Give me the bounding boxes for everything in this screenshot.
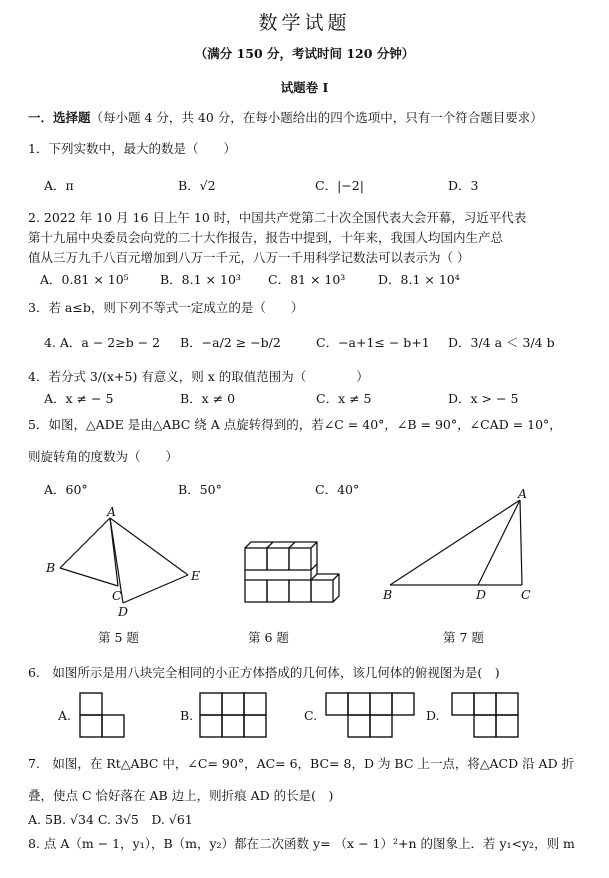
q3-option-d: D．3/4 a ＜ 3/4 b xyxy=(448,335,555,350)
q2-option-a: A．0.81 × 10⁵ xyxy=(40,272,129,287)
fig5-label-a: A xyxy=(107,504,117,519)
q2-option-b: B．8.1 × 10³ xyxy=(160,272,241,287)
q1-stem: 1．下列实数中，最大的数是（ ） xyxy=(28,141,236,156)
fig7-label-b: B xyxy=(383,587,393,602)
q4-option-c: C．x ≠ 5 xyxy=(316,391,372,406)
figure-7-caption: 第 7 题 xyxy=(443,630,484,645)
fig5-label-b: B xyxy=(46,560,56,575)
q5-option-a: A．60° xyxy=(44,482,88,497)
q4-stem: 4．若分式 3/(x+5) 有意义，则 x 的取值范围为（ ） xyxy=(28,369,369,384)
fig7-label-c: C xyxy=(521,587,531,602)
q7-line-2: 叠，使点 C 恰好落在 AB 边上，则折痕 AD 的长是( ) xyxy=(28,788,334,803)
fig7-label-a: A xyxy=(518,486,528,501)
page-title: 数学试题 xyxy=(258,12,351,34)
fig7-label-d: D xyxy=(476,587,487,602)
q3-option-a: 4. A．a − 2≥b − 2 xyxy=(44,335,161,350)
q4-option-a: A．x ≠ − 5 xyxy=(44,391,114,406)
q7-options: A. 5B. √34 C. 3√5 D. √61 xyxy=(28,812,193,827)
volume-label: 试题卷 I xyxy=(280,80,329,95)
fig5-label-d: D xyxy=(118,604,129,619)
q1-option-a: A．π xyxy=(44,178,74,193)
q7-line-1: 7. 如图，在 Rt△ABC 中，∠C= 90°，AC= 6，BC= 8，D 为 BC 上一点，将△ACD 沿 AD 折 xyxy=(28,756,575,771)
q5-option-c: C．40° xyxy=(315,482,360,497)
q6-option-a-label: A. xyxy=(58,708,72,723)
q5-line-1: 5．如图，△ADE 是由△ABC 绕 A 点旋转得到的，若∠C = 40°，∠B = 90°，∠CAD = 10°， xyxy=(28,417,562,432)
section-instruction: （每小题 4 分，共 40 分，在每小题给出的四个选项中，只有一个符合题目要求） xyxy=(90,110,543,125)
q1-option-b: B．√2 xyxy=(178,178,216,193)
q2-option-d: D．8.1 × 10⁴ xyxy=(378,272,460,287)
q6-option-d-label: D. xyxy=(426,708,440,723)
q5-option-b: B．50° xyxy=(178,482,222,497)
q1-option-c: C．|−2| xyxy=(315,178,364,193)
q3-option-c: C．−a+1≤ − b+1 xyxy=(316,335,430,350)
section-heading: 一．选择题 xyxy=(28,110,91,125)
q2-line-3: 值从三万九千八百元增加到八万一千元，八万一千用科学记数法可以表示为（ ） xyxy=(28,250,470,265)
q6-stem: 6. 如图所示是用八块完全相同的小正方体搭成的几何体，该几何体的俯视图为是( ) xyxy=(28,665,500,680)
q6-option-b-label: B. xyxy=(180,708,194,723)
q6-option-c-label: C. xyxy=(304,708,318,723)
fig5-label-e: E xyxy=(191,568,201,583)
q4-option-d: D．x > − 5 xyxy=(448,391,519,406)
q3-stem: 3．若 a≤b，则下列不等式一定成立的是（ ） xyxy=(28,300,304,315)
figure-6-caption: 第 6 题 xyxy=(248,630,289,645)
q4-option-b: B．x ≠ 0 xyxy=(180,391,236,406)
q2-line-1: 2. 2022 年 10 月 16 日上午 10 时，中国共产党第二十次全国代表大会开幕，习近平代表 xyxy=(28,210,527,225)
q1-option-d: D．3 xyxy=(448,178,479,193)
q5-line-2: 则旋转角的度数为（ ） xyxy=(28,449,179,464)
q2-line-2: 第十九届中央委员会向党的二十大作报告，报告中提到，十年来，我国人均国内生产总 xyxy=(28,230,504,245)
exam-subtitle: （满分 150 分，考试时间 120 分钟） xyxy=(194,46,415,61)
q2-option-c: C．81 × 10³ xyxy=(268,272,346,287)
q3-option-b: B．−a/2 ≥ −b/2 xyxy=(180,335,281,350)
figure-5-caption: 第 5 题 xyxy=(98,630,139,645)
q8-line-1: 8. 点 A（m − 1，y₁），B（m，y₂）都在二次函数 y= （x − 1）²+n 的图象上．若 y₁<y₂，则 m xyxy=(28,836,575,851)
fig5-label-c: C xyxy=(112,588,122,603)
